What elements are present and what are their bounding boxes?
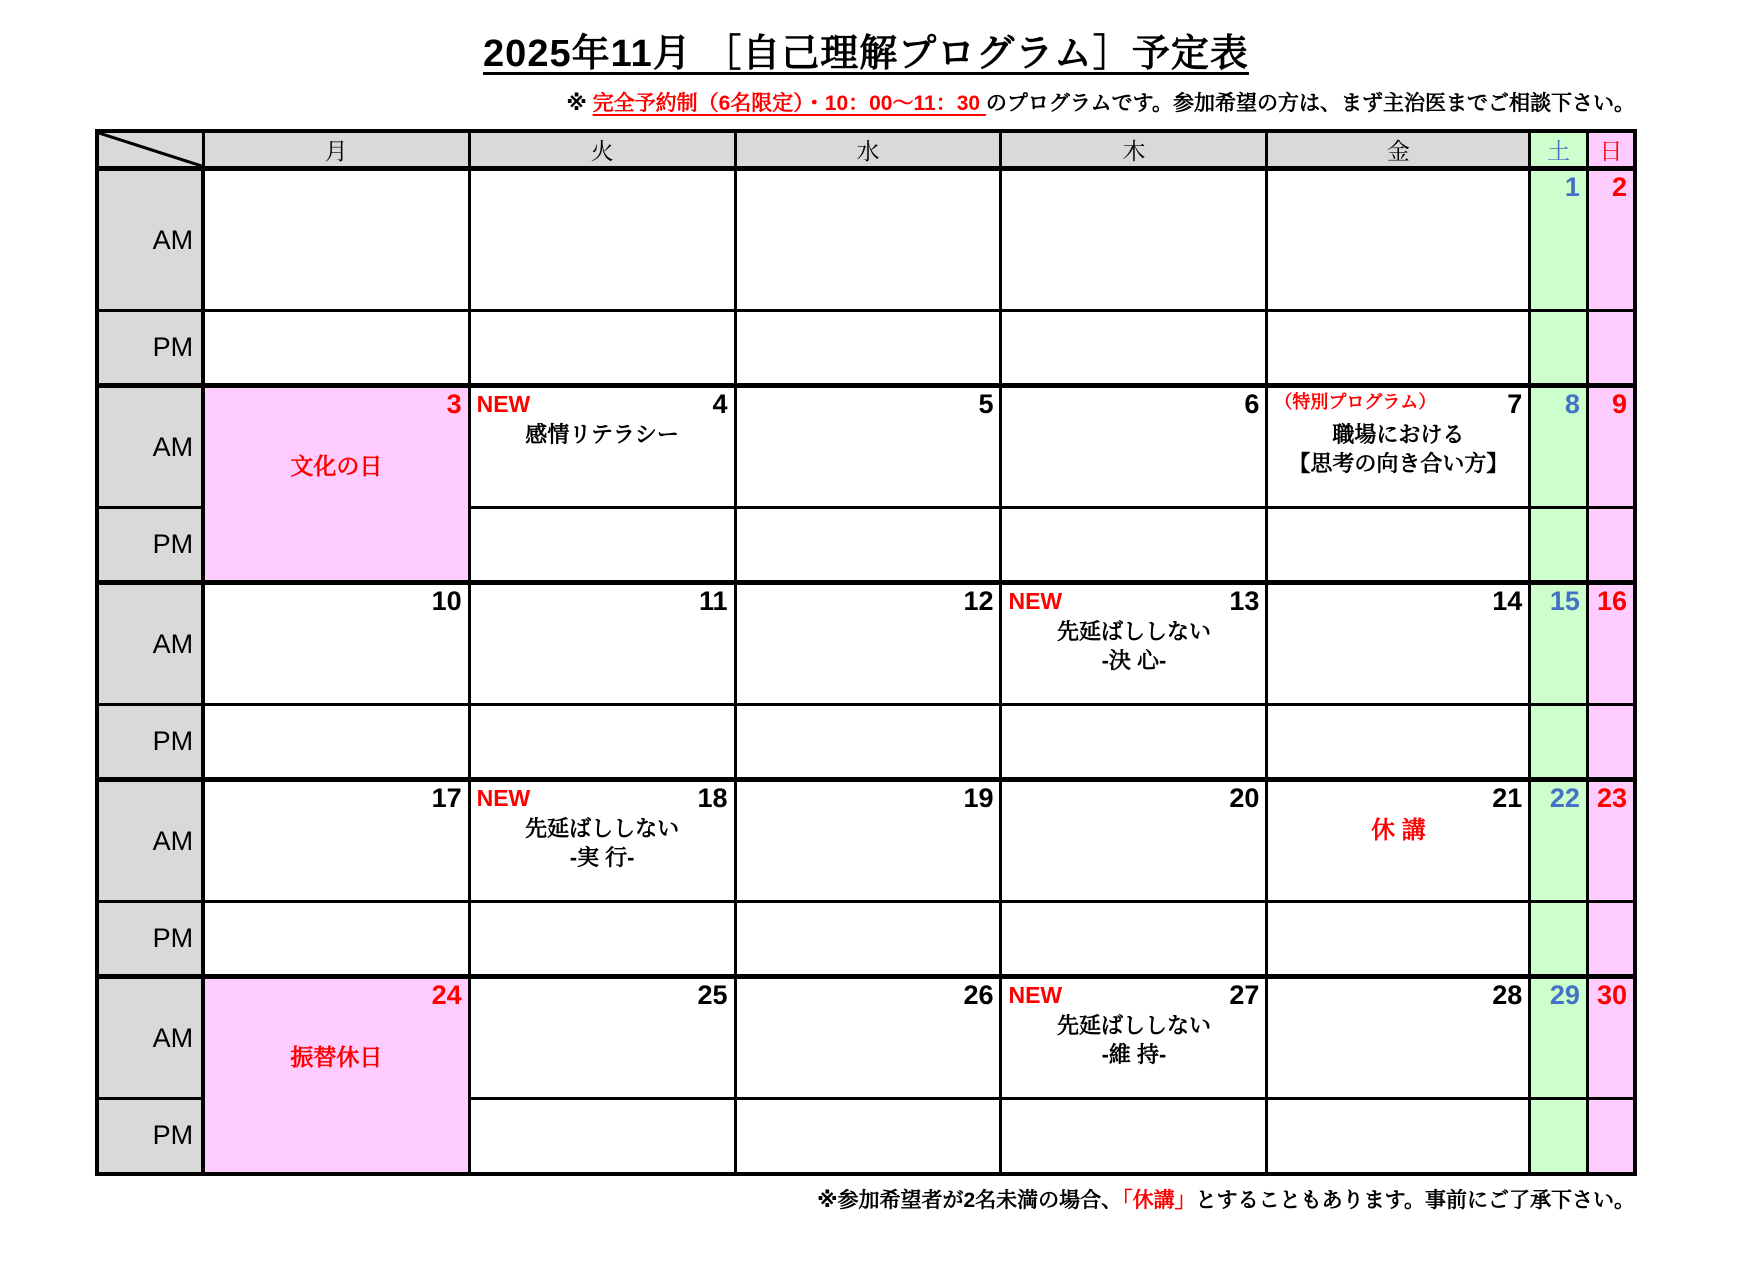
cell-nov13-am [1001,583,1267,705]
date-nov10: 10 [431,586,462,616]
cell-nov7-pm [1267,508,1530,583]
subtitle-prefix: ※ [566,92,593,115]
date-nov1: 1 [1564,172,1580,202]
cell-nov17-am [203,780,469,902]
week3-am-row [97,583,1635,705]
cell-nov15-am [1530,583,1588,705]
cell-nov4-am [469,386,735,508]
date-nov6: 6 [1244,389,1260,419]
cell-nov12-pm [735,705,1001,780]
date-nov24: 24 [431,980,462,1010]
cell-nov21-am [1267,780,1530,902]
subtitle-rest: のプログラムです。参加希望の方は、まず主治医までご相談下さい。 [985,92,1635,115]
cell-nov16-am [1587,583,1635,705]
corner-diagonal-line [99,133,202,166]
cell-nov22-pm [1530,902,1588,977]
subtitle-highlight: 完全予約制（6名限定）・10：00～11：30 [592,92,986,115]
header-saturday: 土 [1530,131,1588,169]
date-nov28: 28 [1492,980,1523,1010]
cell-nov13-pm [1001,705,1267,780]
program-nov7: 職場における 【思考の向き合い方】 [1288,422,1509,476]
page [95,22,1637,1214]
cell-nov27-pm [1001,1099,1267,1174]
date-nov19: 19 [963,783,994,813]
cell-nov19-am [735,780,1001,902]
week4-pm-row [97,902,1635,977]
cell-nov25-am [469,977,735,1099]
date-nov3: 3 [446,389,462,419]
holiday-label-nov3: 文化の日 [290,452,383,479]
date-nov16: 16 [1596,586,1627,616]
week2-am-row [97,386,1635,508]
cell-nov4-pm [469,508,735,583]
cell-nov9-am [1587,386,1635,508]
cell-w1-thu-am [1001,169,1267,311]
row-label-am-w3: AM [97,583,203,705]
footer-after: とすることもあります。事前にご了承下さい。 [1195,1188,1635,1212]
row-label-am-w5: AM [97,977,203,1099]
cell-nov8-pm [1530,508,1588,583]
row-label-pm-w3: PM [97,705,203,780]
date-nov2: 2 [1611,172,1627,202]
cell-nov14-am [1267,583,1530,705]
program-nov13: 先延ばししない -決 心- [1056,619,1211,673]
cell-nov29-am [1530,977,1588,1099]
header-wednesday: 水 [735,131,1001,169]
program-nov18: 先延ばししない -実 行- [525,816,680,870]
cell-nov7-am [1267,386,1530,508]
cell-nov16-pm [1587,705,1635,780]
date-nov14: 14 [1492,586,1523,616]
row-label-pm-w1: PM [97,311,203,386]
row-label-am-w2: AM [97,386,203,508]
schedule-table [95,129,1637,1176]
week1-am-row [97,169,1635,311]
holiday-label-nov24: 振替休日 [290,1043,383,1070]
cell-nov19-pm [735,902,1001,977]
new-badge-nov13: NEW [1008,588,1063,614]
cell-nov18-am [469,780,735,902]
week4-am-row [97,780,1635,902]
date-nov22: 22 [1549,783,1580,813]
date-nov20: 20 [1229,783,1260,813]
week1-pm-row [97,311,1635,386]
cell-nov5-am [735,386,1001,508]
date-nov26: 26 [963,980,994,1010]
cell-nov10-am [203,583,469,705]
cancelled-label-nov21: 休 講 [1371,817,1426,844]
cell-nov10-pm [203,705,469,780]
cell-nov20-am [1001,780,1267,902]
footer-before: ※参加希望者が2名未満の場合、 [817,1188,1123,1212]
program-nov4: 感情リテラシー [525,422,679,447]
cell-nov29-pm [1530,1099,1588,1174]
date-nov4: 4 [712,389,728,419]
cell-nov11-pm [469,705,735,780]
cell-nov28-pm [1267,1099,1530,1174]
weekday-header-row [97,131,1635,169]
date-nov12: 12 [963,586,994,616]
page-title: 2025年11月 ［自己理解プログラム］予定表 [483,33,1249,75]
cell-nov14-pm [1267,705,1530,780]
cell-w1-thu-pm [1001,311,1267,386]
cell-nov27-am [1001,977,1267,1099]
new-badge-nov18: NEW [476,785,531,811]
cell-nov30-pm [1587,1099,1635,1174]
cell-nov23-pm [1587,902,1635,977]
date-nov5: 5 [978,389,994,419]
cell-nov25-pm [469,1099,735,1174]
row-label-am-w4: AM [97,780,203,902]
date-nov25: 25 [697,980,728,1010]
footer-note [95,1184,1635,1214]
cell-nov26-pm [735,1099,1001,1174]
row-label-am-w1: AM [97,169,203,311]
week5-am-row [97,977,1635,1099]
date-nov17: 17 [431,783,462,813]
cell-nov11-am [469,583,735,705]
cell-nov30-am [1587,977,1635,1099]
cell-nov21-pm [1267,902,1530,977]
cell-nov17-pm [203,902,469,977]
row-label-pm-w4: PM [97,902,203,977]
cell-nov2-am [1587,169,1635,311]
cell-w1-tue-pm [469,311,735,386]
corner-cell [97,131,203,169]
date-nov30: 30 [1596,980,1627,1010]
date-nov21: 21 [1492,783,1523,813]
header-tuesday: 火 [469,131,735,169]
footer-highlight: 「休講」 [1122,1188,1196,1212]
date-nov7: 7 [1507,389,1523,419]
date-nov15: 15 [1549,586,1580,616]
cell-w1-mon-pm [203,311,469,386]
cell-nov3-holiday [203,386,469,583]
date-nov23: 23 [1596,783,1627,813]
cell-nov15-pm [1530,705,1588,780]
date-nov27: 27 [1229,980,1260,1010]
date-nov18: 18 [697,783,728,813]
cell-w1-fri-pm [1267,311,1530,386]
cell-nov6-pm [1001,508,1267,583]
row-label-pm-w2: PM [97,508,203,583]
cell-nov23-am [1587,780,1635,902]
cell-nov9-pm [1587,508,1635,583]
new-badge-nov4: NEW [476,391,531,417]
program-nov27: 先延ばししない -維 持- [1056,1013,1211,1067]
cell-nov12-am [735,583,1001,705]
cell-nov8-am [1530,386,1588,508]
date-nov11: 11 [699,586,728,616]
header-sunday: 日 [1587,131,1635,169]
cell-nov26-am [735,977,1001,1099]
special-badge-nov7: （特別プログラム） [1274,392,1437,412]
cell-w1-fri-am [1267,169,1530,311]
subtitle-note [95,87,1635,117]
cell-nov22-am [1530,780,1588,902]
cell-nov5-pm [735,508,1001,583]
row-label-pm-w5: PM [97,1099,203,1174]
cell-nov6-am [1001,386,1267,508]
week3-pm-row [97,705,1635,780]
cell-w1-tue-am [469,169,735,311]
cell-nov2-pm [1587,311,1635,386]
cell-w1-wed-pm [735,311,1001,386]
cell-nov28-am [1267,977,1530,1099]
header-friday: 金 [1267,131,1530,169]
date-nov13: 13 [1229,586,1260,616]
header-monday: 月 [203,131,469,169]
date-nov8: 8 [1564,389,1580,419]
cell-nov1-pm [1530,311,1588,386]
cell-nov18-pm [469,902,735,977]
cell-nov24-holiday [203,977,469,1174]
new-badge-nov27: NEW [1008,982,1063,1008]
cell-w1-wed-am [735,169,1001,311]
cell-nov1-am [1530,169,1588,311]
header-thursday: 木 [1001,131,1267,169]
cell-nov20-pm [1001,902,1267,977]
date-nov29: 29 [1549,980,1580,1010]
date-nov9: 9 [1611,389,1627,419]
cell-w1-mon-am [203,169,469,311]
